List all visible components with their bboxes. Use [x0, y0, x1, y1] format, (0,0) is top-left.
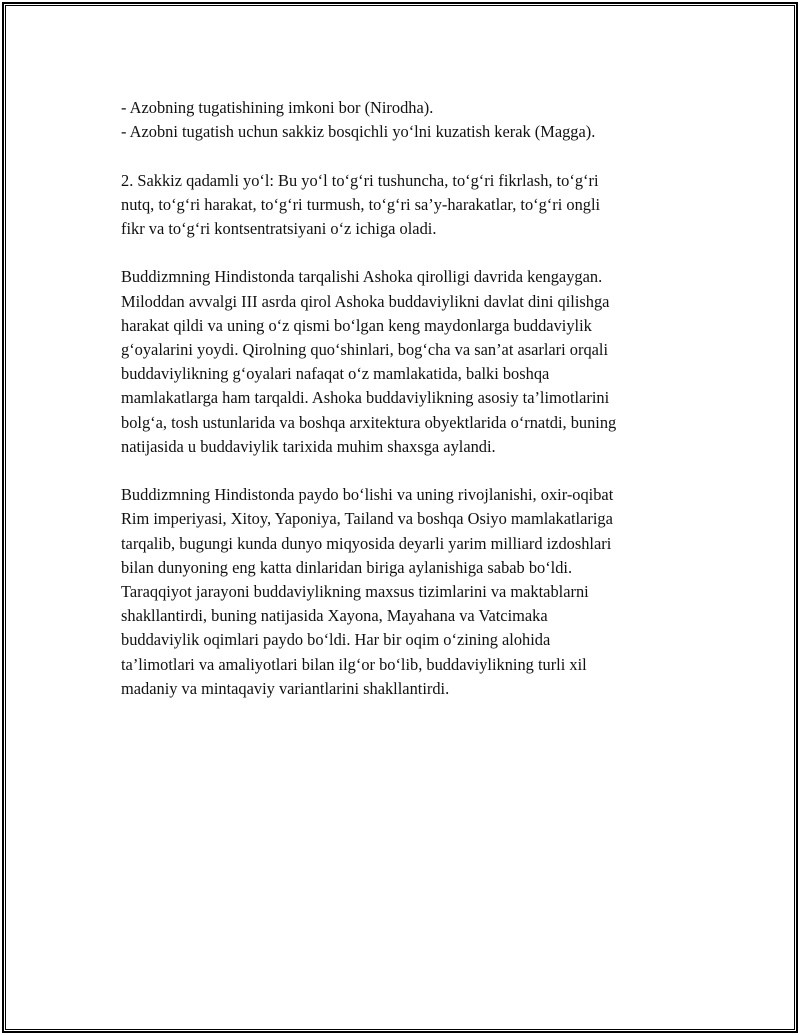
text-line: bolg‘a, tosh ustunlarida va boshqa arxitektura obyektlarida o‘rnatdi, buning — [121, 412, 617, 432]
paragraph-eightfold-path — [121, 169, 691, 242]
text-line: Buddizmning Hindistonda tarqalishi Ashoka qirolligi davrida kengaygan. — [121, 267, 603, 287]
document-page — [2, 2, 798, 1033]
paragraph-ashoka — [121, 265, 691, 459]
text-line: 2. Sakkiz qadamli yo‘l: Bu yo‘l to‘g‘ri tushuncha, to‘g‘ri fikrlash, to‘g‘ri — [121, 170, 599, 190]
text-line: buddaviylik oqimlari paydo bo‘ldi. Har bir oqim o‘zining alohida — [121, 630, 551, 650]
list-block — [121, 96, 691, 144]
text-line: Rim imperiyasi, Xitoy, Yaponiya, Tailand va boshqa Osiyo mamlakatlariga — [121, 509, 613, 529]
text-line: bilan dunyoning eng katta dinlaridan biriga aylanishiga sabab bo‘ldi. — [121, 557, 573, 577]
text-line: natijasida u buddaviylik tarixida muhim shaxsga aylandi. — [121, 436, 496, 456]
text-line: Miloddan avvalgi III asrda qirol Ashoka buddaviylikni davlat dini qilishga — [121, 291, 610, 311]
text-line: fikr va to‘g‘ri kontsentratsiyani o‘z ichiga oladi. — [121, 219, 437, 238]
list-item: - Azobni tugatish uchun sakkiz bosqichli yo‘lni kuzatish kerak (Magga). — [121, 122, 596, 142]
text-line: tarqalib, bugungi kunda dunyo miqyosida deyarli yarim milliard izdoshlari — [121, 533, 612, 553]
document-body — [121, 96, 691, 725]
text-line: Taraqqiyot jarayoni buddaviylikning maxsus tizimlarini va maktablarni — [121, 582, 589, 602]
paragraph-spread — [121, 483, 691, 701]
text-line: ta’limotlari va amaliyotlari bilan ilg‘or bo‘lib, buddaviylikning turli xil — [121, 654, 587, 674]
text-line: shakllantirdi, buning natijasida Xayona, Mayahana va Vatcimaka — [121, 606, 548, 626]
text-line: mamlakatlarga ham tarqaldi. Ashoka buddaviylikning asosiy ta’limotlarini — [121, 388, 610, 408]
text-line: Buddizmning Hindistonda paydo bo‘lishi va uning rivojlanishi, oxir-oqibat — [121, 485, 614, 505]
text-line: madaniy va mintaqaviy variantlarini shakllantirdi. — [121, 678, 450, 698]
list-item: - Azobning tugatishining imkoni bor (Nirodha). — [121, 98, 434, 117]
text-line: harakat qildi va uning o‘z qismi bo‘lgan keng maydonlarga buddaviylik — [121, 315, 592, 335]
text-line: nutq, to‘g‘ri harakat, to‘g‘ri turmush, to‘g‘ri sa’y-harakatlar, to‘g‘ri ongli — [121, 194, 601, 214]
text-line: g‘oyalarini yoydi. Qirolning quo‘shinlari, bog‘cha va san’at asarlari orqali — [121, 340, 609, 359]
text-line: buddaviylikning g‘oyalari nafaqat o‘z mamlakatida, balki boshqa — [121, 364, 550, 384]
